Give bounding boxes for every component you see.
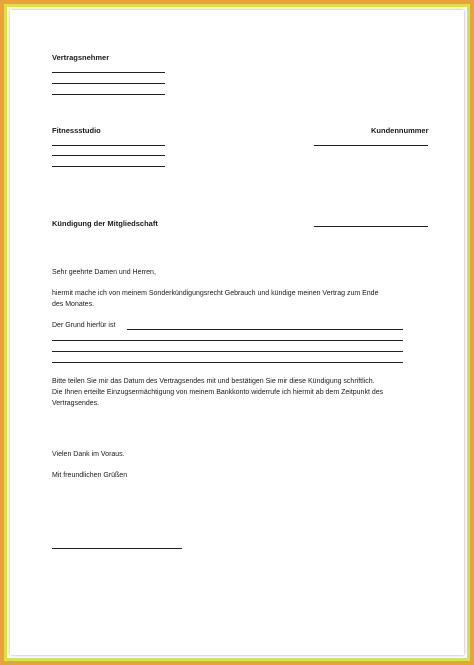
contractor-line-2[interactable] [52,83,165,84]
customer-number-label: Kundennummer [371,126,429,135]
paragraph1-line1: hiermit mache ich von meinem Sonderkündigungsrecht Gebrauch und kündige meinen Vertrag zum Ende [52,290,379,297]
customer-number-line[interactable] [314,145,428,146]
contractor-label: Vertragsnehmer [52,53,110,62]
document-page [10,10,464,655]
subject-heading: Kündigung der Mitgliedschaft [52,219,158,228]
reason-line-2[interactable] [52,340,403,341]
reason-line-3[interactable] [52,351,403,352]
paragraph1-line2: des Monates. [52,301,95,308]
contractor-line-3[interactable] [52,94,165,95]
studio-label: Fitnessstudio [52,126,101,135]
signature-line[interactable] [52,548,182,549]
studio-line-3[interactable] [52,166,165,167]
studio-line-1[interactable] [52,145,165,146]
closing-line: Mit freundlichen Grüßen [52,472,128,479]
paragraph2-line2: Die Ihnen erteilte Einzugsermächtigung von meinem Bankkonto widerrufe ich hiermit ab dem Zeitpunkt des [52,389,384,396]
thanks-line: Vielen Dank im Voraus. [52,451,125,458]
paragraph2-line1: Bitte teilen Sie mir das Datum des Vertragsendes mit und bestätigen Sie mir diese Kündigung schriftlich. [52,378,375,385]
paragraph2-line3: Vertragsendes. [52,400,100,407]
studio-line-2[interactable] [52,155,165,156]
date-line[interactable] [314,226,428,227]
reason-line-1[interactable] [127,329,403,330]
salutation: Sehr geehrte Damen und Herren, [52,269,156,276]
reason-label: Der Grund hierfür ist [52,322,116,329]
contractor-line-1[interactable] [52,72,165,73]
reason-line-4[interactable] [52,362,403,363]
